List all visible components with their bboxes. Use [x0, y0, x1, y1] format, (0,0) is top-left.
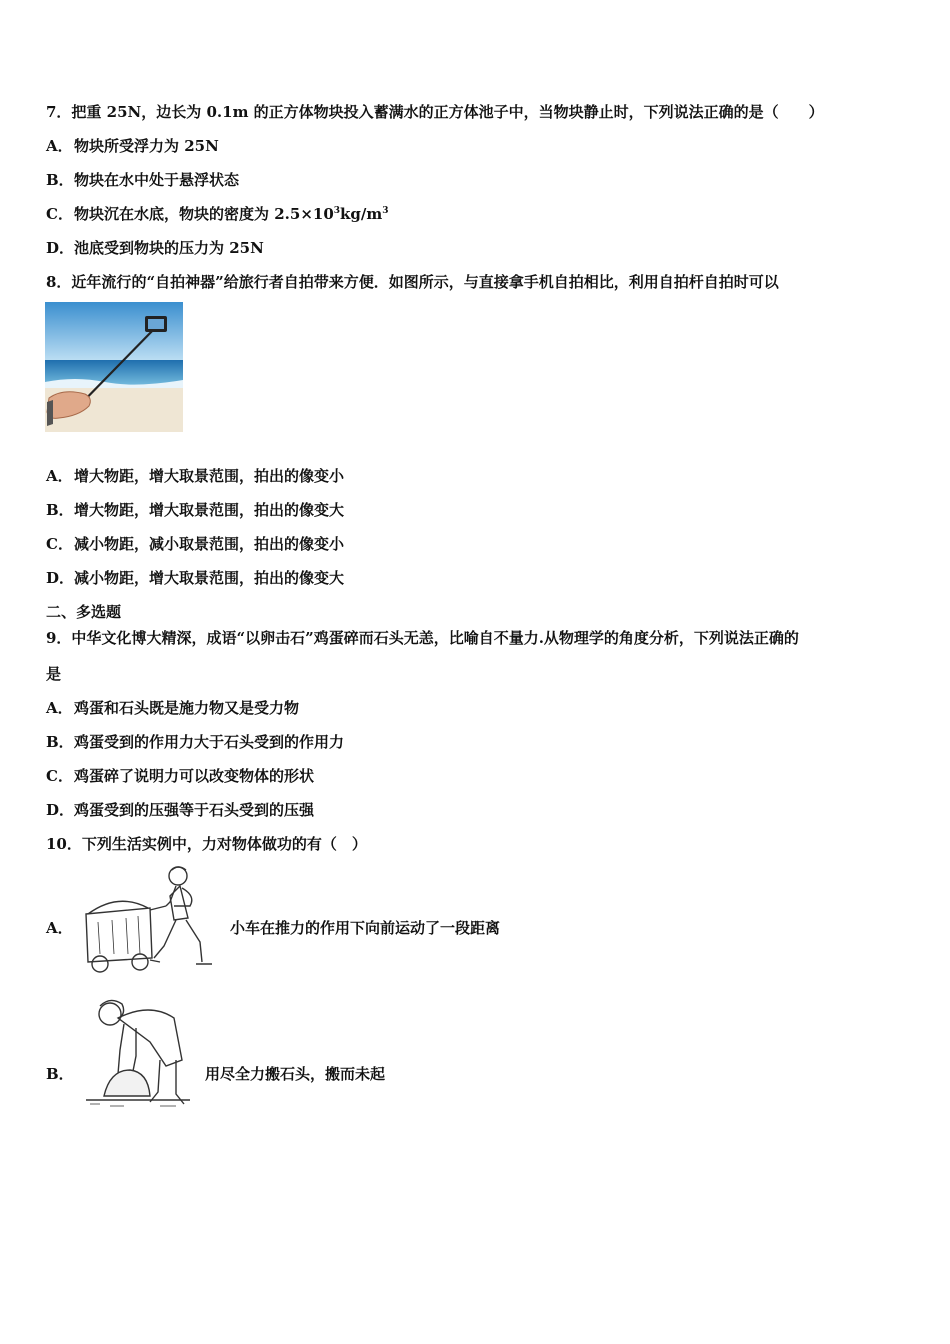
option-letter: D． — [46, 239, 75, 257]
q8-option-c — [46, 534, 344, 554]
lifting-stone-illustration — [80, 996, 192, 1110]
boy-head — [169, 867, 187, 885]
selfie-stick-photo — [45, 302, 183, 432]
q9-option-b — [46, 732, 344, 752]
boy-torso — [170, 886, 188, 920]
option-letter: D． — [46, 569, 75, 587]
option-letter: B． — [46, 733, 74, 751]
option-text-unit: kg/m — [340, 205, 383, 223]
q8-option-a — [46, 466, 344, 486]
option-letter: A． — [46, 699, 73, 717]
option-letter: A． — [46, 467, 73, 485]
person-leg — [150, 1060, 160, 1102]
cart-handle — [150, 906, 166, 910]
phone-screen — [148, 319, 164, 329]
person-leg — [176, 1060, 184, 1104]
option-letter: B． — [46, 501, 74, 519]
superscript: 3 — [382, 206, 389, 216]
q10-option-b-letter: B． — [46, 1065, 74, 1083]
q10-option-a-text: 小车在推力的作用下向前运动了一段距离 — [230, 919, 501, 937]
option-text: 物块所受浮力为 25N — [74, 137, 219, 155]
boy-leg — [154, 920, 176, 958]
q10-option-b-text: 用尽全力搬石头，搬而未起 — [205, 1065, 386, 1083]
cart-wheel — [132, 954, 148, 970]
q8-stem: 8．近年流行的“自拍神器”给旅行者自拍带来方便．如图所示，与直接拿手机自拍相比，利用自拍杆自拍时可以 — [46, 273, 779, 291]
option-letter: A． — [46, 137, 73, 155]
q9-option-d — [46, 800, 314, 820]
option-text: 鸡蛋碎了说明力可以改变物体的形状 — [74, 767, 315, 785]
person-arm — [118, 1024, 124, 1074]
section-title: 二、多选题 — [46, 603, 122, 621]
q9-option-c — [46, 766, 314, 786]
superscript: 3 — [333, 206, 341, 216]
q7-option-b — [46, 170, 239, 190]
option-letter: B． — [46, 171, 74, 189]
option-text: 增大物距，增大取景范围，拍出的像变大 — [74, 501, 345, 519]
q8-option-b — [46, 500, 344, 520]
q10-stem: 10．下列生活实例中，力对物体做功的有（ ） — [46, 835, 367, 853]
option-letter: C． — [46, 767, 73, 785]
option-text: 物块在水中处于悬浮状态 — [74, 171, 240, 189]
person-head — [99, 1003, 121, 1025]
option-text: 鸡蛋受到的作用力大于石头受到的作用力 — [74, 733, 345, 751]
stone — [104, 1070, 150, 1096]
q7-stem: 7．把重 25N，边长为 0.1m 的正方体物块投入蓄满水的正方体池子中，当物块静止时，下列说法正确的是（ ） — [46, 103, 824, 121]
pushing-cart-illustration — [78, 862, 223, 974]
person-arm — [132, 1028, 136, 1076]
q9-stem-line1: 9．中华文化博大精深，成语“以卵击石”鸡蛋碎而石头无恙，比喻自不量力.从物理学的角度分析，下列说法正确的 — [46, 629, 799, 647]
option-text: 减小物距，增大取景范围，拍出的像变大 — [74, 569, 345, 587]
boy-leg — [186, 920, 202, 962]
q7-option-c — [46, 204, 389, 224]
person-back — [118, 1010, 182, 1066]
option-text: 池底受到物块的压力为 25N — [74, 239, 264, 257]
q8-option-d — [46, 568, 344, 588]
q9-option-a — [46, 698, 299, 718]
option-text: 减小物距，减小取景范围，拍出的像变小 — [74, 535, 345, 553]
option-text: 鸡蛋受到的压强等于石头受到的压强 — [74, 801, 315, 819]
cart-wheel — [92, 956, 108, 972]
q9-stem-line2: 是 — [46, 665, 62, 683]
q7-option-a — [46, 136, 219, 156]
option-letter: C． — [46, 205, 73, 223]
option-text: 物块沉在水底，物块的密度为 2.5×10 — [74, 205, 334, 223]
option-letter: D． — [46, 801, 75, 819]
cart-load — [88, 901, 148, 914]
option-letter: C． — [46, 535, 73, 553]
q7-option-d — [46, 238, 264, 258]
wrist-band — [47, 400, 53, 426]
option-text: 增大物距，增大取景范围，拍出的像变小 — [74, 467, 345, 485]
option-text: 鸡蛋和石头既是施力物又是受力物 — [74, 699, 300, 717]
q10-option-a-letter: A． — [46, 919, 73, 937]
